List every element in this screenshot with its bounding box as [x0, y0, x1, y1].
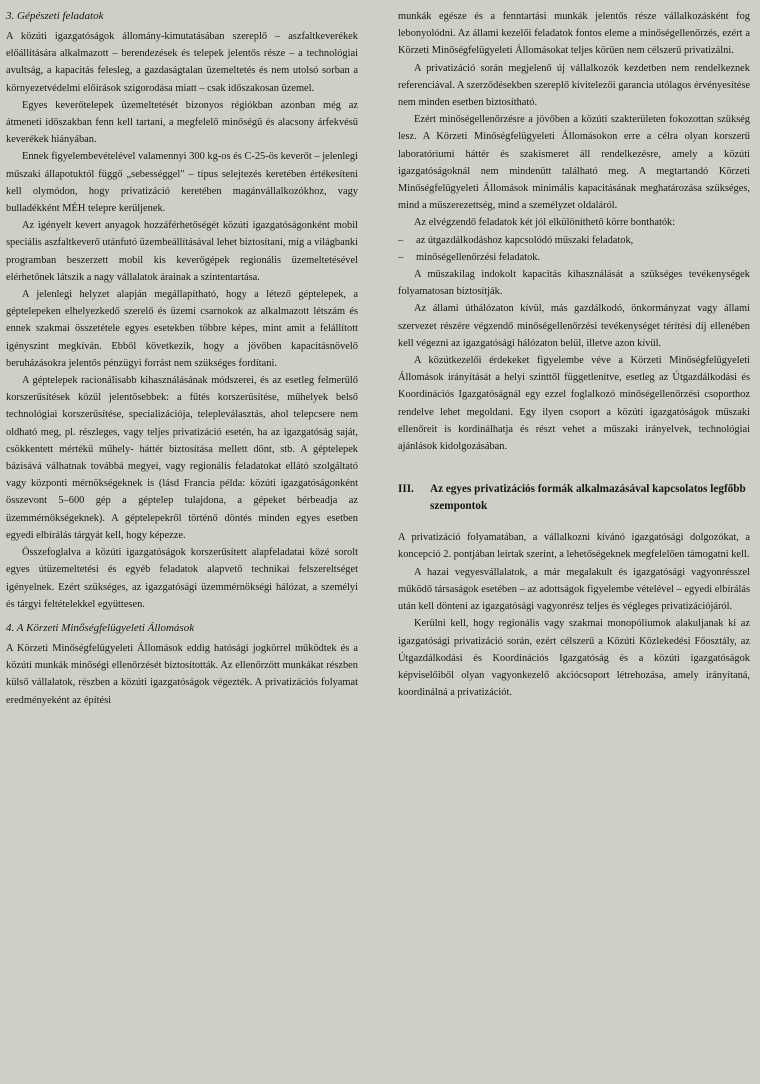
- left-column: [6, 8, 358, 709]
- paragraph: A privatizáció során megjelenő új vállalkozók kezdetben nem rendelkeznek referenciával. A szerződésekben szereplő kivitelezői garancia utólagos érvényesítése nem minden esetben biztosítható.: [398, 62, 750, 109]
- paragraph: A privatizáció folyamatában, a vállalkozni kívánó igazgatósági dolgozókat, a koncepció 2. pontjában leírtak szerint, a lehetőségeknek megfelelően támogatni kell.: [398, 532, 750, 561]
- paragraph: Az igényelt kevert anyagok hozzáférhetőségét közúti igazgatóságonként mobil speciális aszfaltkeverő utánfutó üzembeállításával lehet biztosítani, míg a világbanki programban beszerzett mobil kis keverőgépek regionális üzemeltetésével elérhetőnek látszik a nagy vállalatok árainak a szintentartása.: [6, 220, 358, 283]
- subheading-quality-stations: 4. A Körzeti Minőségfelügyeleti Állomások: [6, 621, 195, 634]
- paragraph: Az állami úthálózaton kívül, más gazdálkodó, önkormányzat vagy állami szervezet részére végzendő minőségellenőrzési tevékenységet térítési díj ellenében kell végezni az igazgatósági hálózaton belül, illetve azon kívül.: [398, 303, 750, 349]
- list-item-text: az útgazdálkodáshoz kapcsolódó műszaki feladatok,: [416, 234, 634, 246]
- paragraph: A közúti igazgatóságok állomány-kimutatásában szereplő – aszfaltkeverékek előállítására alkalmazott – berendezések és telepek jelentős része – a technológiai avultság, a kapacitás felesleg, a gazdaságtalan üzemeltetés és nem utolsó sorban a környezetvédelmi előírások szigorodása miatt – csak időszakosan üzemel.: [6, 31, 358, 94]
- paragraph: Ezért minőségellenőrzésre a jövőben a közúti szakterületen fokozottan szükség lesz. A Körzeti Minőségfelügyeleti Állomásokon erre a célra olyan korszerű laboratóriumi háttér és szakismeret áll rendelkezésre, amely a közúti igazgatóságoknál nem mindenütt található meg. A megtartandó Körzeti Minőségfelügyeleti Állomások minimális kapacitásának meghatározása szükséges, mind a műszerezettség, mind a személyzet oldaláról.: [398, 114, 750, 212]
- section-number: III.: [398, 483, 414, 496]
- paragraph: A géptelepek racionálisabb kihasználásának módszerei, és az esetleg felmerülő korszerűsítések közül jelentősebbek: a fűtés korszerűsítése, műhelyek belső technológiai korszerűsítése, specializációja, telepleválasztás, ahol telepcsere nem oldható meg, pl. részleges, vagy teljes privatizáció esetén, ha az igazgatóság saját, csökkentett mértékű műhely- háttér biztosítása mellett dönt, stb. A géptelepek bázisává válhatnak továbbá megyei, vagy regionális feladatokat ellátó szolgáltató vagy központi mérnökségeknek is (lásd Francia példa: közúti igazgatóságonként összevont 5–600 gép a géptelep tulajdona, a gépeket bérbeadja az üzemmérnökségeknek). A géptelepekről történő döntés minden egyes esetben egyedi elbírálás tárgyát kell, hogy képezze.: [6, 375, 358, 541]
- paragraph: munkák egésze és a fenntartási munkák jelentős része vállalkozásként fog lebonyolódni. Az állami kezelői feladatok fontos eleme a minőségellenőrzés, ezért a Körzeti Minőségfelügyeleti Állomásokat teljes körűen nem célszerű privatizálni.: [398, 11, 750, 57]
- paragraph: Ennek figyelembevételével valamennyi 300 kg-os és C-25-ös keverőt – jelenlegi műszaki állapotuktól függő „sebességgel" – típus selejtezés keretében értékesíteni kell olymódon, hogy privatizáció keretében magánvállalkozókhoz, vagy bulladékként MÉH telepre kerüljenek.: [6, 151, 358, 215]
- list-item: [398, 249, 750, 266]
- subheading-machinery-tasks: 3. Gépészeti feladatok: [6, 10, 104, 22]
- right-column: [398, 8, 750, 701]
- list-item-text: minőségellenőrzési feladatok.: [416, 251, 541, 263]
- paragraph: A közútkezelői érdekeket figyelembe véve a Körzeti Minőségfelügyeleti Állomások irányítását a helyi szinttől függetlenítve, esetleg az Útgazdálkodási és Koordinációs Igazgatóságnál egy ezzel foglalkozó minőségellenőrzési csoporthoz rendelve lehet megoldani. Egy ilyen csoport a közúti igazgatóságok műszaki ellenőreit is kordinálhatja és részt vehet a műszaki irányelvek, technológiai ajánlások kidolgozásában.: [398, 355, 750, 453]
- list-dash: –: [398, 234, 404, 246]
- paragraph: Az elvégzendő feladatok két jól elkülöníthető körre bonthatók:: [414, 217, 676, 229]
- section-heading: [398, 481, 750, 515]
- section-title: Az egyes privatizációs formák alkalmazásával kapcsolatos legfőbb szempontok: [430, 483, 746, 513]
- list-item: [398, 232, 750, 249]
- paragraph: A hazai vegyesvállalatok, a már megalakult és igazgatósági vagyonrésszel működő társaságok esetében – az adottságok figyelembe vételével – egyedi elbírálás után kell dönteni az igazgatósági vagyonrész teljes és végleges privatizációjáról.: [398, 566, 750, 613]
- paragraph: A jelenlegi helyzet alapján megállapítható, hogy a létező géptelepek, a géptelepeken elhelyezkedő szerelő és üzemi csarnokok az alkalmazott létszám és ennek szakmai összetétele egyes esetekben többre képes, mint amit a felállított igényszint megkíván. Ebből következik, hogy a jövőben kapacitásnövelő beruházásokra jelentős pénzügyi forrást nem szükséges fordítani.: [6, 289, 358, 369]
- paragraph: Kerülni kell, hogy regionális vagy szakmai monopóliumok alakuljanak ki az igazgatósági privatizáció során, ezért célszerű a Közúti Közlekedési Főosztály, az Útgazdálkodási és Koordinációs Igazgatóság és a közúti igazgatóságok képviselőiből olyan vagyonkezelő akciócsoport létrehozása, amely irányítaná, koordinálná a privatizációt.: [398, 618, 750, 699]
- paragraph: A Körzeti Minőségfelügyeleti Állomások eddig hatósági jogkörrel működtek és a közúti munkák minőségi ellenőrzését biztosították. Az ellenőrzött munkákat részben külső vállalatok, részben a közúti igazgatóságok végezték. A privatizációs folyamat eredményeként az építési: [6, 642, 358, 706]
- paragraph: Összefoglalva a közúti igazgatóságok korszerűsített alapfeladatai közé sorolt egyes útüzemeltetési és egyéb feladatok alapvető technikai felszereltséget igényelnek. Ezért szükséges, az igazgatósági üzemmérnökségi hálózat, a személyi és tárgyi feltételekkel együttesen.: [6, 547, 358, 610]
- list-dash: –: [398, 251, 404, 263]
- paragraph: A műszakilag indokolt kapacitás kihasználását a szükséges tevékenységek folyamatosan biztosítják.: [398, 269, 750, 298]
- paragraph: Egyes keverőtelepek üzemeltetését bizonyos régiókban azonban még az átmeneti időszakban fenn kell tartani, a megfelelő minőségű és alacsony árfekvésű keverékek hiányában.: [6, 99, 358, 146]
